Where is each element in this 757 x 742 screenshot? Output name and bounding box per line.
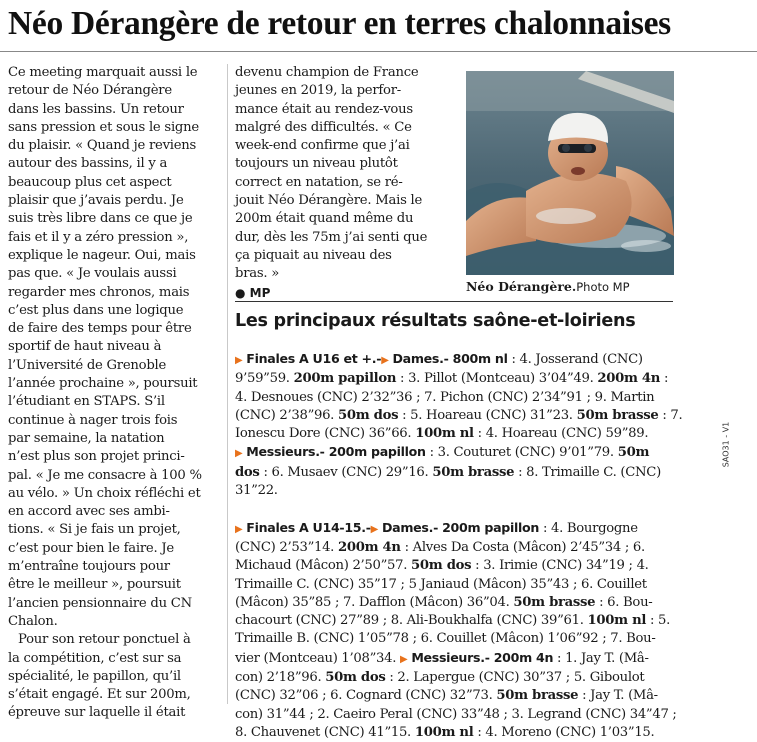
article-line: autour des bassins, il y a — [8, 156, 168, 172]
results-text: : 6. Bou- — [595, 594, 653, 610]
article-line: la compétition, c’est sur sa — [8, 650, 182, 666]
article-line: week-end confirme que j’ai — [235, 138, 410, 154]
results-line — [235, 612, 675, 630]
photo-caption — [466, 279, 676, 295]
article-line: au vélo. » Un choix réfléchi et — [8, 485, 201, 501]
results-line — [235, 389, 675, 407]
results-text: : 5. — [646, 613, 670, 629]
results-text: : 8. Trimaille C. (CNC) — [514, 464, 661, 480]
event-name: 50m brasse — [576, 407, 659, 423]
results-line — [235, 649, 675, 669]
results-text: : 1. Jay T. (Mâ- — [553, 650, 649, 666]
article-line: toujours un niveau plutôt — [235, 156, 398, 172]
results-text: : 3. Irimie (CNC) 34”19 ; 4. — [471, 558, 649, 574]
article-line: dur, dès les 75m j’ai senti que — [235, 229, 428, 245]
article-line: en accord avec ses ambi- — [8, 504, 170, 520]
article-line: pal. « Je me consacre à 100 % — [8, 467, 202, 483]
headline: Néo Dérangère de retour en terres chalonnaises — [8, 5, 671, 42]
article-line: de faire des temps pour être — [8, 321, 192, 337]
article-line: devenu champion de France — [235, 65, 419, 80]
article-line: être le meilleur », poursuit — [8, 577, 181, 593]
results-text: : — [660, 371, 669, 387]
article-line: l’ancien pensionnaire du CN — [8, 595, 192, 611]
results-line — [235, 576, 675, 594]
article-line: Ce meeting marquait aussi le — [8, 65, 198, 80]
results-text: : 4. Moreno (CNC) 1’03”15. — [473, 724, 655, 740]
results-text: : 4. Bourgogne — [539, 520, 638, 536]
results-text: 4. Desnoues (CNC) 2’32”36 ; 7. Pichon (CNC) 2’34”91 ; 9. Martin — [235, 389, 655, 405]
results-text: : 6. Musaev (CNC) 29”16. — [259, 464, 433, 480]
results-line — [235, 464, 675, 482]
top-rule — [0, 51, 757, 52]
results-line — [235, 519, 675, 539]
results-text: con) 2’18”96. — [235, 670, 326, 686]
results-block — [235, 350, 683, 742]
category-heading: Messieurs.- 200m 4n — [411, 649, 554, 665]
event-name: 50m brasse — [432, 464, 515, 480]
category-heading: Messieurs.- 200m papillon — [246, 444, 426, 460]
results-text: Michaud (Mâcon) 2’50”57. — [235, 558, 412, 574]
results-text: Ionescu Dore (CNC) 36”66. — [235, 426, 416, 442]
article-line: ça piquait au niveau des — [235, 247, 392, 263]
event-name: 50m dos — [337, 407, 399, 423]
article-line: l’étudiant en STAPS. S’il — [8, 394, 165, 410]
article-line: pas que. « Je voulais aussi — [8, 266, 177, 282]
results-text: : 3. Couturet (CNC) 9’01”79. — [425, 445, 618, 461]
article-line: Pour son retour ponctuel à — [18, 632, 191, 648]
orange-triangle-icon: ▶ — [381, 355, 389, 366]
category-heading: Dames.- 800m nl — [392, 351, 508, 366]
article-line: plaisir que j’avais perdu. Je — [8, 193, 184, 209]
article-line: tions. « Si je fais un projet, — [8, 522, 181, 538]
swimmer-photo — [466, 71, 674, 275]
article-line: l’Université de Grenoble — [8, 357, 167, 373]
results-line — [235, 482, 675, 500]
results-line — [235, 350, 675, 370]
results-text: : 7. — [658, 407, 683, 423]
article-line: dans les bassins. Un retour — [8, 101, 184, 117]
column-2-paragraph — [235, 64, 460, 284]
article-line: du plaisir. « Quand je reviens — [8, 138, 197, 154]
article-column-1 — [8, 64, 220, 723]
results-text: con) 31”44 ; 2. Caeiro Peral (CNC) 33”48 ; 3. Legrand (CNC) 34”47 ; — [235, 706, 677, 722]
results-text: : Jay T. (Mâ- — [578, 688, 658, 704]
event-name: 100m nl — [415, 426, 474, 442]
article-line: malgré des difficultés. « Ce — [235, 119, 412, 135]
article-line: Chalon. — [8, 613, 58, 629]
results-text: : 4. Hoareau (CNC) 59”89. — [473, 426, 649, 442]
event-name: dos — [235, 464, 260, 480]
results-text: : 2. Lapergue (CNC) 30”37 ; 5. Giboulot — [385, 670, 645, 686]
article-line: sans pression et sous le signe — [8, 119, 199, 135]
orange-triangle-icon: ▶ — [400, 653, 408, 665]
results-line — [235, 687, 675, 705]
event-name: 50m dos — [411, 558, 472, 574]
article-line: explique le nageur. Oui, mais — [8, 247, 196, 263]
article-line: n’est plus son projet princi- — [8, 449, 185, 465]
column-divider — [227, 64, 228, 704]
event-name: 200m papillon — [293, 371, 397, 387]
article-line: c’est plus dans une logique — [8, 302, 184, 318]
results-text: (CNC) 2’53”14. — [235, 539, 338, 555]
results-line — [235, 407, 683, 425]
results-text: Trimaille B. (CNC) 1’05”78 ; 6. Couillet (Mâcon) 1’06”92 ; 7. Bou- — [235, 631, 656, 647]
article-line: 200m était quand même du — [235, 211, 414, 227]
results-line — [235, 557, 675, 575]
event-name: 200m 4n — [597, 371, 661, 387]
article-line: retour de Néo Dérangère — [8, 83, 172, 99]
results-line — [235, 425, 675, 443]
orange-triangle-icon: ▶ — [370, 523, 379, 535]
swimmer-photo-illustration — [466, 71, 674, 275]
results-line — [235, 594, 675, 612]
event-name: 100m nl — [587, 613, 647, 629]
results-line — [235, 669, 675, 687]
results-text: : 5. Hoareau (CNC) 31”23. — [398, 407, 577, 423]
article-line: sportif de haut niveau à — [8, 339, 162, 355]
article-line: mance était au rendez-vous — [235, 101, 413, 117]
caption-credit: Photo MP — [576, 280, 630, 294]
orange-triangle-icon: ▶ — [235, 355, 243, 366]
article-line: continue à nager trois fois — [8, 412, 178, 428]
results-text: : 3. Pillot (Montceau) 3’04”49. — [396, 371, 598, 387]
results-text: : 4. Josserand (CNC) — [507, 352, 643, 367]
article-column-2 — [235, 64, 460, 302]
section-heading: Finales A U16 et +.- — [246, 351, 382, 366]
results-text: 8. Chauvenet (CNC) 41”15. — [235, 724, 415, 740]
event-name: 200m 4n — [337, 539, 401, 555]
results-line — [235, 539, 675, 557]
event-name: 100m nl — [414, 724, 474, 740]
results-line — [235, 724, 675, 742]
results-text: (Mâcon) 35”85 ; 7. Dafflon (Mâcon) 36”04. — [235, 594, 514, 610]
article-line: correct en natation, se ré- — [235, 174, 403, 190]
results-text: chacourt (CNC) 27”89 ; 8. Ali-Boukhalfa (CNC) 39”61. — [235, 613, 588, 629]
event-name: 50m brasse — [496, 688, 579, 704]
article-line: l’année prochaine », poursuit — [8, 376, 198, 392]
results-title: Les principaux résultats saône-et-loiriens — [235, 311, 636, 331]
article-line: suis très libre dans ce que je — [8, 211, 193, 227]
event-name: 50m dos — [325, 670, 386, 686]
category-heading: Dames.- 200m papillon — [381, 519, 540, 535]
caption-name: Néo Dérangère. — [466, 279, 577, 294]
article-line: fais et il y a zéro pression », — [8, 229, 189, 245]
results-text: vier (Montceau) 1’08”34. — [235, 650, 401, 666]
orange-triangle-icon: ▶ — [235, 523, 243, 535]
results-spacer — [235, 500, 675, 518]
page-code: SAO31 - V1 — [721, 421, 731, 468]
article-line: épreuve sur laquelle il était — [8, 705, 186, 721]
author-signature: ● MP — [235, 285, 271, 300]
article-line: jouit Néo Dérangère. Mais le — [235, 193, 423, 209]
orange-triangle-icon: ▶ — [235, 448, 243, 460]
article-line: bras. » — [235, 266, 280, 282]
results-rule — [235, 301, 673, 302]
section-heading: Finales A U14-15.- — [246, 519, 371, 535]
article-line: regarder mes chronos, mais — [8, 284, 190, 300]
results-text: (CNC) 32”06 ; 6. Cognard (CNC) 32”73. — [235, 688, 497, 704]
column-1-paragraph-2 — [8, 631, 220, 722]
column-1-paragraph-1 — [8, 64, 220, 631]
results-line — [235, 443, 675, 463]
article-line: par semaine, la natation — [8, 430, 165, 446]
results-text: (CNC) 2’38”96. — [235, 407, 338, 423]
article-line: m’entraîne toujours pour — [8, 559, 170, 575]
article-line: c’est pour bien le faire. Je — [8, 540, 174, 556]
article-line: s’était engagé. Et sur 200m, — [8, 687, 191, 703]
results-line — [235, 706, 675, 724]
results-text: : Alves Da Costa (Mâcon) 2’45”34 ; 6. — [400, 539, 645, 555]
event-name: 50m brasse — [513, 594, 596, 610]
results-text: 9’59”59. — [235, 371, 294, 387]
results-line — [235, 370, 675, 388]
results-text: Trimaille C. (CNC) 35”17 ; 5 Janiaud (Mâcon) 35”43 ; 6. Couillet — [235, 576, 647, 592]
article-line: beaucoup plus cet aspect — [8, 174, 172, 190]
article-line: jeunes en 2019, la perfor- — [235, 83, 401, 99]
results-line — [235, 630, 675, 648]
results-text: 31”22. — [235, 483, 278, 499]
article-line: spécialité, le papillon, qu’il — [8, 668, 181, 684]
event-name: 50m — [617, 445, 650, 461]
